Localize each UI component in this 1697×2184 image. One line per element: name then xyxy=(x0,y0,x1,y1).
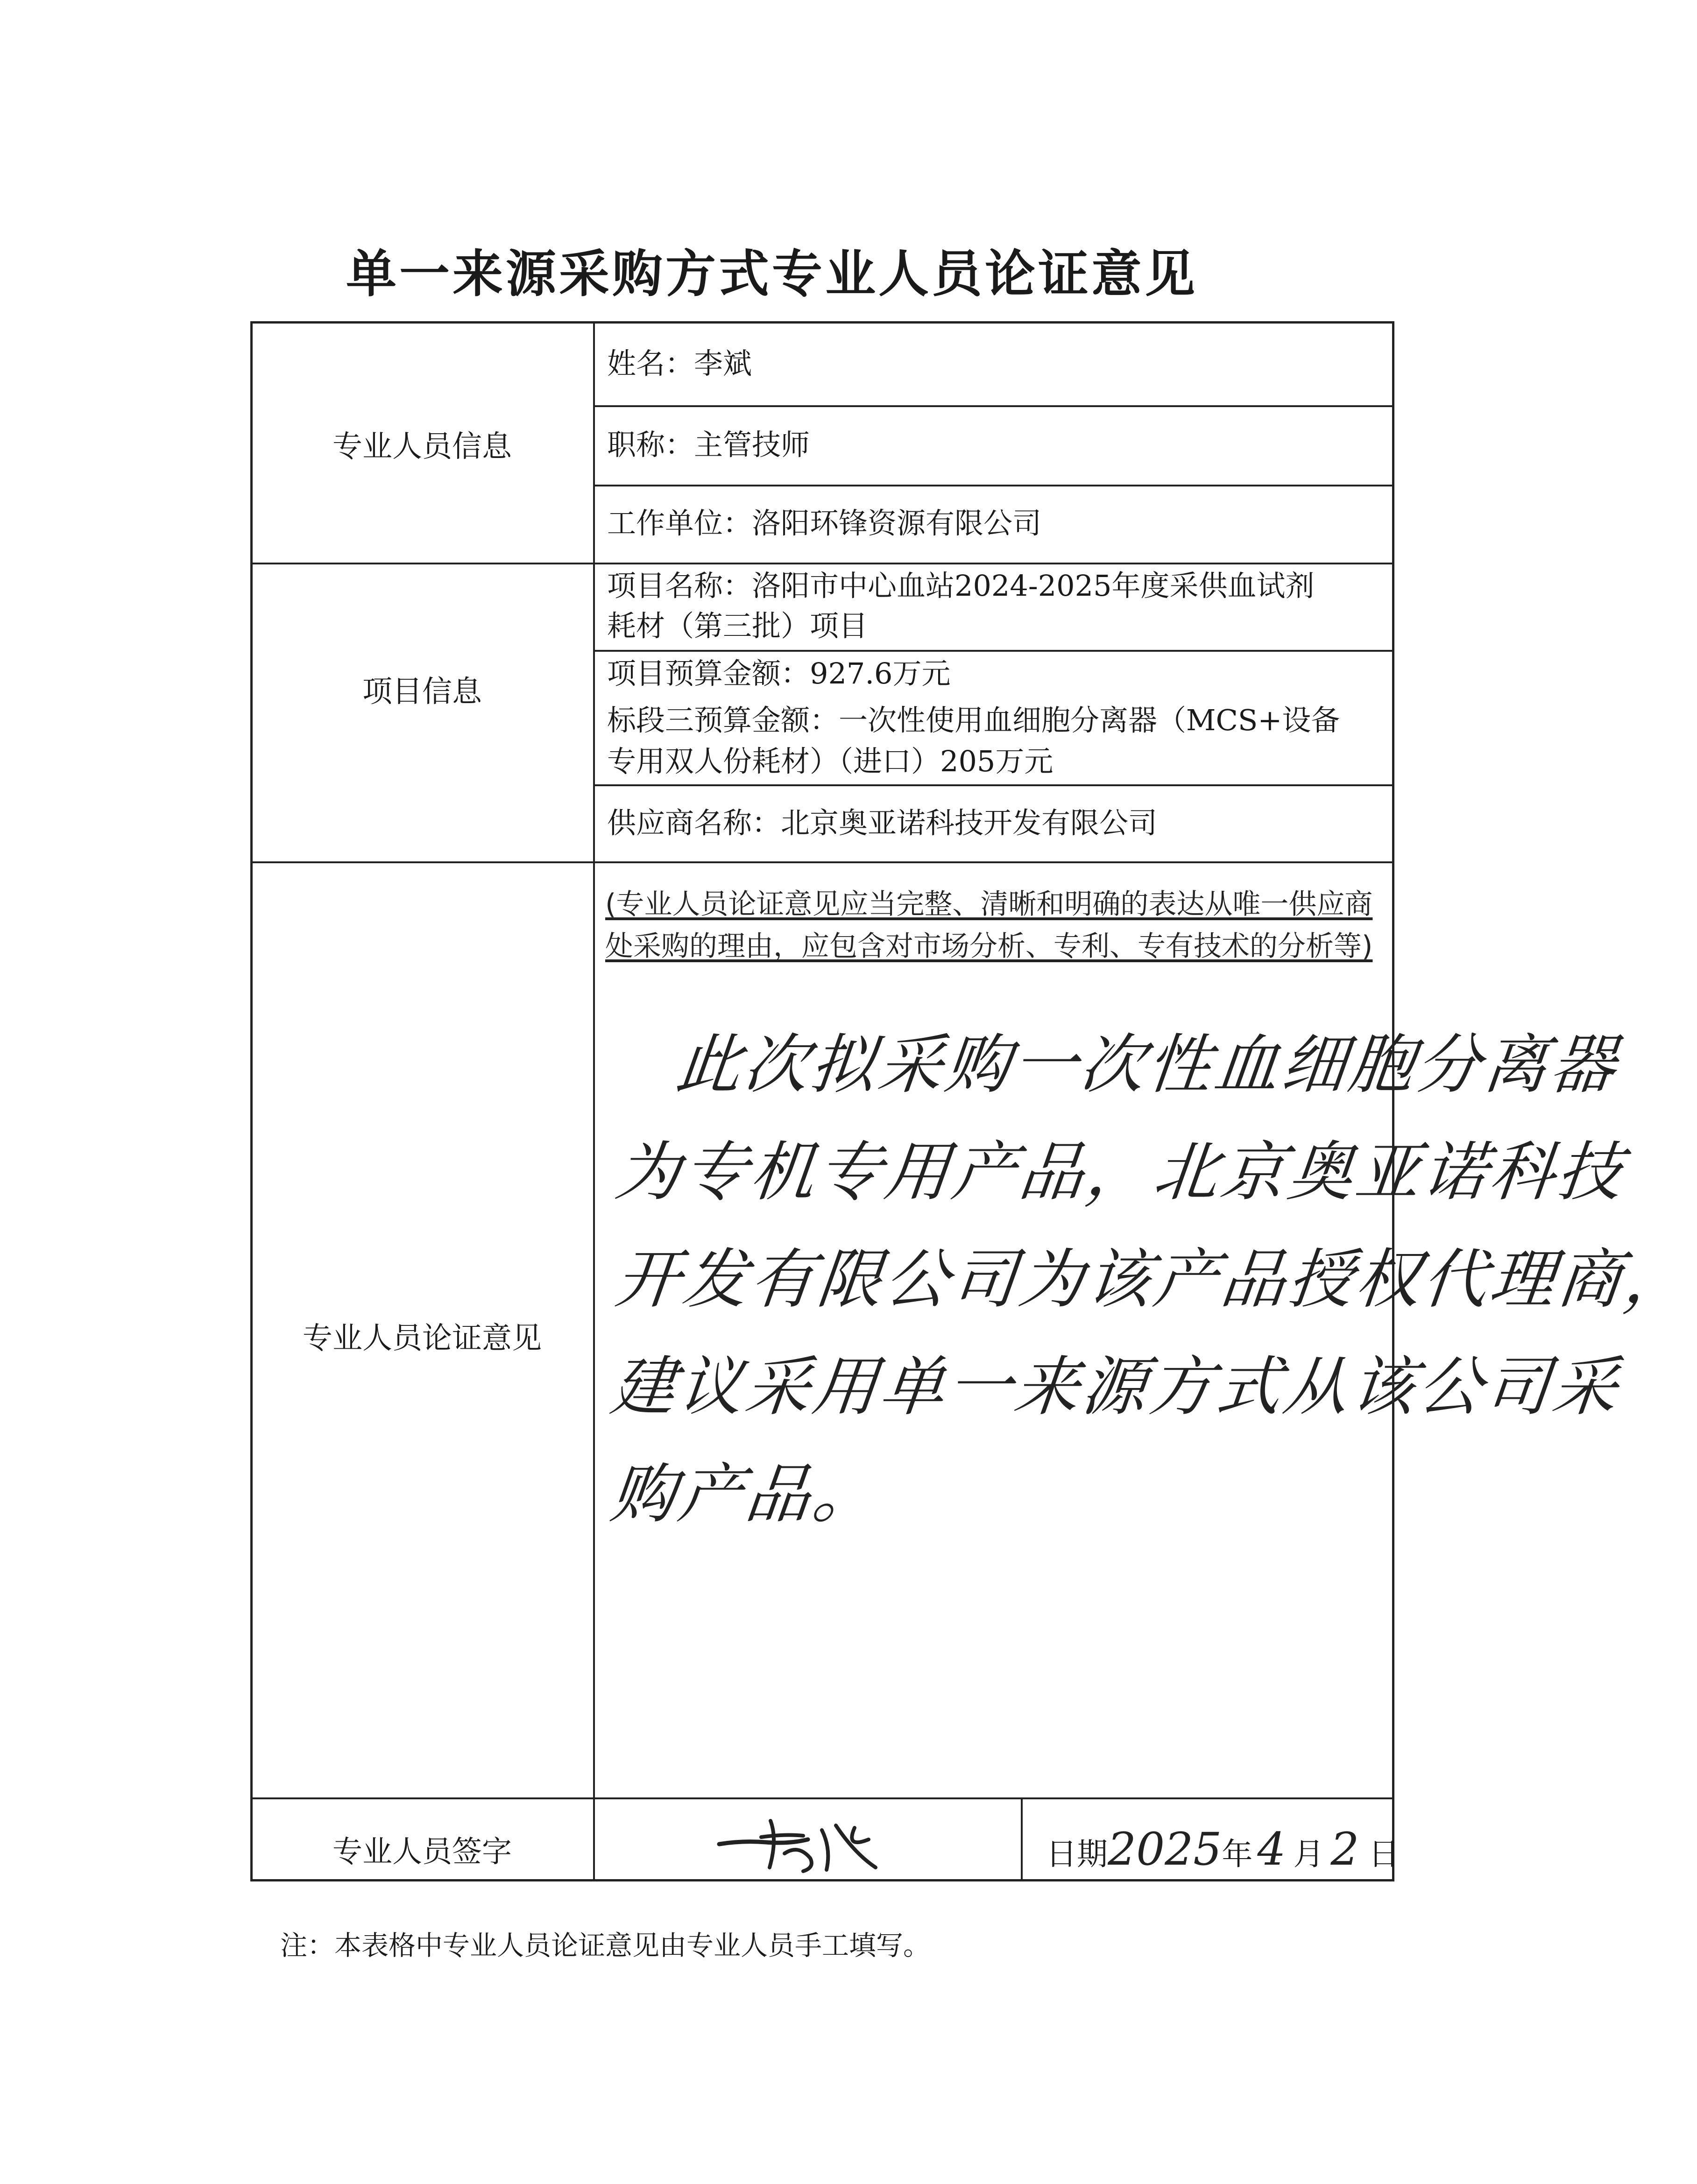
year-suffix: 年 xyxy=(1222,1836,1253,1872)
day-suffix: 日 xyxy=(1368,1836,1400,1872)
signature-image xyxy=(714,1811,892,1877)
handwritten-opinion-line2: 为专机专用产品，北京奥亚诺科技 xyxy=(612,1134,1629,1210)
personnel-employer: 工作单位：洛阳环锋资源有限公司 xyxy=(607,506,1042,540)
date-cell-divider xyxy=(1021,1797,1023,1881)
opinion-instruction: (专业人员论证意见应当完整、清晰和明确的表达从唯一供应商处采购的理由，应包含对市场分析、专利、专有技术的分析等) xyxy=(605,888,1373,963)
row-divider xyxy=(593,405,1394,407)
project-section-label: 项目信息 xyxy=(362,675,482,709)
row-divider xyxy=(593,485,1394,486)
personnel-section-label: 专业人员信息 xyxy=(332,430,512,464)
section-divider xyxy=(250,563,1394,564)
page-title: 单一来源采购方式专业人员论证意见 xyxy=(346,245,1198,303)
section-divider xyxy=(250,1797,1394,1799)
row-divider xyxy=(593,784,1394,786)
column-divider xyxy=(593,321,595,1881)
lot-budget-line2: 专用双人份耗材）（进口）205万元 xyxy=(607,744,1054,778)
project-name-line2: 耗材（第三批）项目 xyxy=(607,609,868,643)
date-month: 4 xyxy=(1257,1823,1289,1875)
handwritten-opinion-line3: 开发有限公司为该产品授权代理商， xyxy=(612,1242,1696,1317)
signature-date xyxy=(1046,1823,1400,1875)
row-divider xyxy=(593,650,1394,652)
opinion-section-label: 专业人员论证意见 xyxy=(303,1321,542,1356)
month-suffix: 月 xyxy=(1293,1836,1324,1872)
section-divider xyxy=(250,861,1394,863)
personnel-name: 姓名：李斌 xyxy=(607,346,752,380)
supplier-name: 供应商名称：北京奥亚诺科技开发有限公司 xyxy=(607,806,1158,840)
lot-budget-line1: 标段三预算金额：一次性使用血细胞分离器（MCS+设备 xyxy=(607,703,1340,737)
date-year: 2025 xyxy=(1108,1823,1222,1875)
signature-section-label: 专业人员签字 xyxy=(332,1835,512,1869)
date-day: 2 xyxy=(1330,1823,1362,1875)
handwritten-opinion-line1: 此次拟采购一次性血细胞分离器 xyxy=(672,1027,1622,1102)
project-budget: 项目预算金额：927.6万元 xyxy=(607,656,951,690)
footnote: 注：本表格中专业人员论证意见由专业人员手工填写。 xyxy=(280,1930,931,1961)
handwritten-opinion-line4: 建议采用单一来源方式从该公司采 xyxy=(607,1349,1624,1424)
project-name-line1: 项目名称：洛阳市中心血站2024-2025年度采供血试剂 xyxy=(607,569,1315,603)
date-label: 日期 xyxy=(1046,1836,1108,1872)
personnel-title: 职称：主管技师 xyxy=(607,428,810,462)
handwritten-opinion-line5: 购产品。 xyxy=(607,1457,884,1532)
